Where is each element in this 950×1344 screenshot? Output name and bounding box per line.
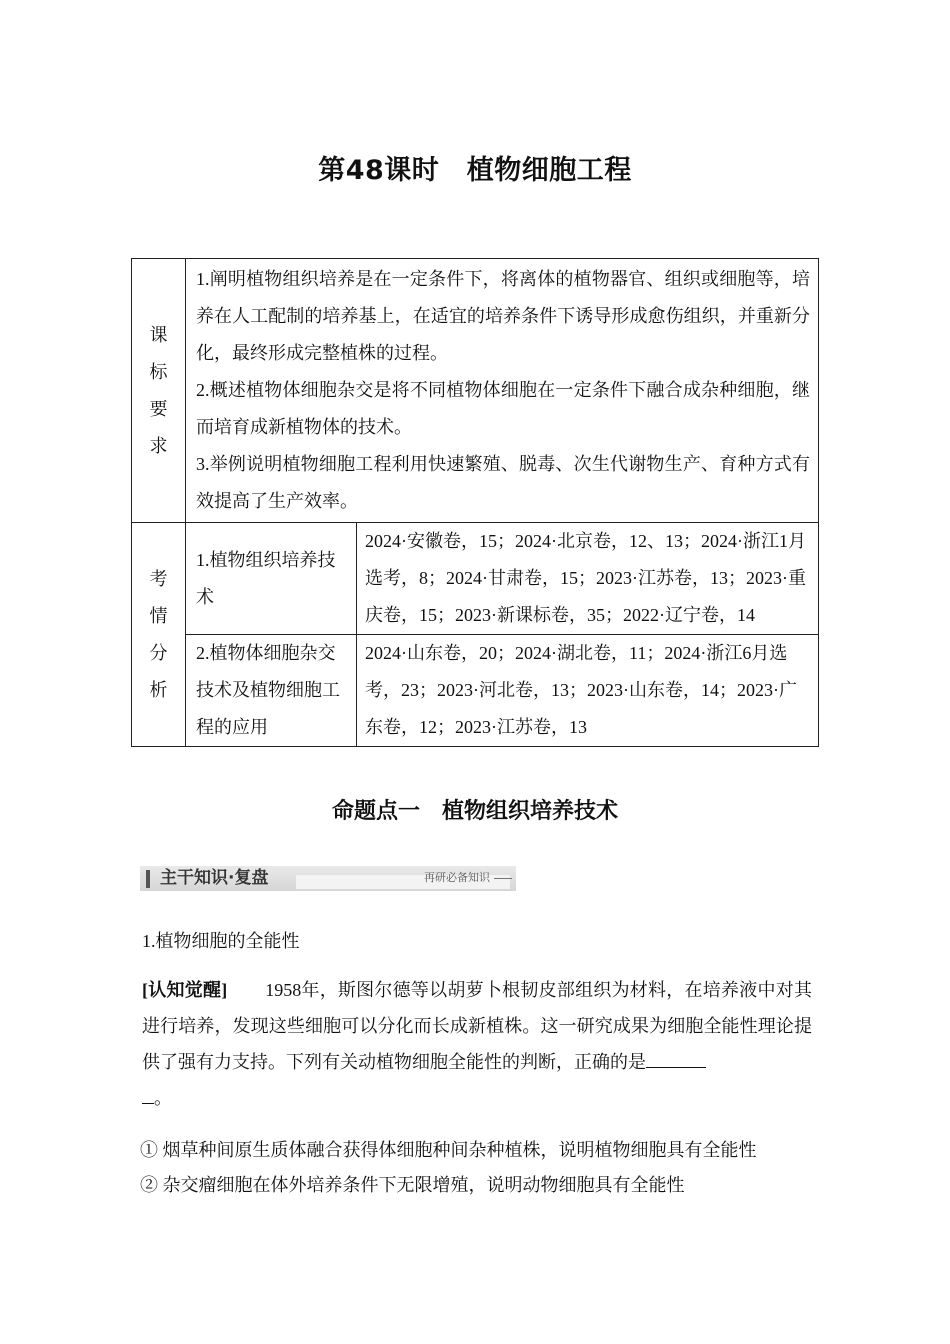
- requirements-cell: [186, 259, 819, 523]
- label-char: 考: [149, 568, 168, 589]
- curriculum-table: [131, 258, 819, 747]
- analysis-row: [132, 635, 819, 747]
- topic-cell: 2.植物体细胞杂交技术及植物细胞工程的应用: [186, 635, 357, 747]
- label-char: 析: [149, 679, 168, 700]
- requirement-item: 2.概述植物体细胞杂交是将不同植物体细胞在一定条件下融合成杂种细胞，继而培育成新植物体的技术。: [196, 380, 810, 437]
- label-char: 标: [149, 361, 168, 382]
- banner-subtitle: 再研必备知识: [424, 871, 490, 884]
- answer-blank[interactable]: [646, 1051, 706, 1068]
- answer-blank-cont: [142, 1087, 154, 1104]
- requirement-item: 1.阐明植物组织培养是在一定条件下，将离体的植物器官、组织或细胞等，培养在人工配制的培养基上，在适宜的培养条件下诱导形成愈伤组织，并重新分化，最终形成完整植株的过程。: [196, 269, 810, 363]
- banner-label: 主干知识·复盘: [160, 868, 269, 888]
- requirements-label: [132, 259, 186, 523]
- banner-bar-icon: [146, 870, 150, 888]
- analysis-label: [132, 523, 186, 747]
- requirements-row: [132, 259, 819, 523]
- topic-cell: 1.植物组织培养技术: [186, 523, 357, 635]
- label-char: 情: [149, 605, 168, 626]
- question-tag: [认知觉醒]: [142, 980, 228, 1000]
- question-paragraph: [142, 972, 812, 1116]
- question-end: 。: [154, 1088, 172, 1108]
- option-item: ② 杂交瘤细胞在体外培养条件下无限增殖，说明动物细胞具有全能性: [140, 1175, 685, 1195]
- content-heading: 1.植物细胞的全能性: [142, 931, 300, 951]
- requirement-item: 3.举例说明植物细胞工程利用快速繁殖、脱毒、次生代谢物生产、育种方式有效提高了生产效率。: [196, 454, 810, 511]
- page-title: 第48课时 植物细胞工程: [318, 155, 632, 186]
- label-char: 课: [149, 324, 168, 345]
- label-char: 分: [149, 642, 168, 663]
- option-item: ① 烟草种间原生质体融合获得体细胞种间杂种植株，说明植物细胞具有全能性: [140, 1140, 757, 1160]
- label-char: 求: [149, 435, 168, 456]
- source-cell: 2024·安徽卷，15；2024·北京卷，12、13；2024·浙江1月选考，8；2024·甘肃卷，15；2023·江苏卷，13；2023·重庆卷，15；2023·新课标卷，35；2022·辽宁卷，14: [357, 523, 819, 635]
- source-cell: 2024·山东卷，20；2024·湖北卷，11；2024·浙江6月选考，23；2023·河北卷，13；2023·山东卷，14；2023·广东卷，12；2023·江苏卷，13: [357, 635, 819, 747]
- label-char: 要: [149, 398, 168, 419]
- section-title: 命题点一 植物组织培养技术: [331, 799, 618, 824]
- analysis-row: [132, 523, 819, 635]
- banner-line: [494, 878, 512, 879]
- question-text: 1958年，斯图尔德等以胡萝卜根韧皮部组织为材料，在培养液中对其进行培养，发现这些细胞可以分化而长成新植株。这一研究成果为细胞全能性理论提供了强有力支持。下列有关动植物细胞全能性的判断，正确的是: [142, 980, 812, 1072]
- section-banner: [140, 866, 516, 891]
